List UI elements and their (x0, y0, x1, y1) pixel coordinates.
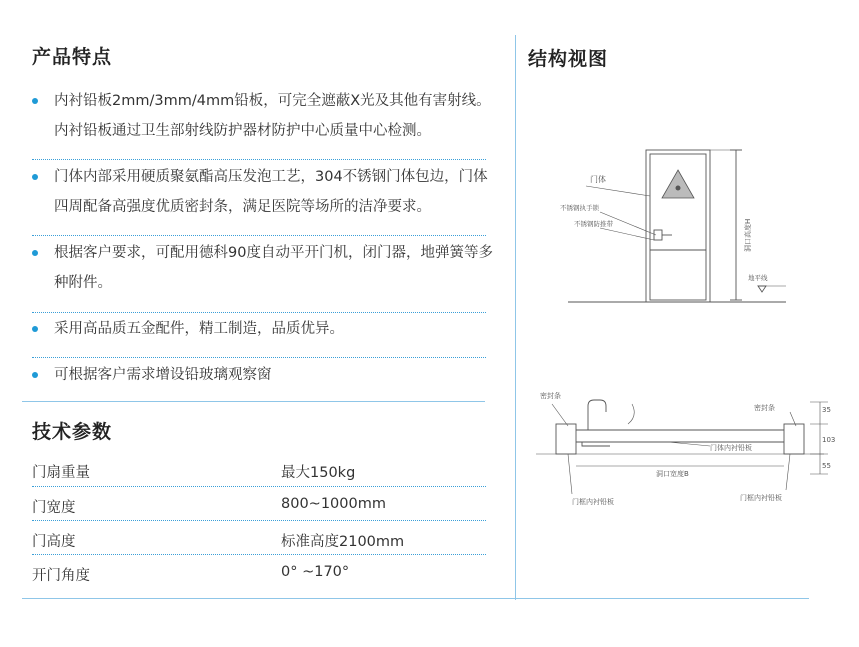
door-plan-drawing (528, 382, 834, 510)
structure-title: 结构视图 (528, 48, 609, 70)
frame-right (784, 424, 804, 454)
divider (32, 486, 486, 487)
spec-row-weight (32, 453, 486, 487)
divider (32, 312, 486, 313)
divider (32, 357, 486, 358)
divider (32, 554, 486, 555)
spec-value: 最大150kg (281, 465, 356, 481)
bullet-icon (32, 372, 38, 378)
frame-left-label: 门框内衬铅板 (572, 498, 614, 506)
spec-label: 门宽度 (32, 500, 76, 516)
spec-value: 0° ~170° (281, 564, 350, 580)
width-label: 洞口宽度B (656, 470, 689, 478)
floor-label: 地平线 (748, 274, 768, 282)
door-elevation-drawing (560, 140, 800, 310)
feature-item-1 (32, 86, 498, 146)
feature-item-5 (32, 360, 498, 390)
radiation-warning-icon (662, 170, 694, 198)
bullet-icon (32, 174, 38, 180)
divider (32, 159, 486, 160)
feature-list (32, 86, 498, 390)
bullet-icon (32, 98, 38, 104)
spec-value: 800~1000mm (281, 496, 386, 512)
handle-lock (654, 230, 662, 240)
bullet-icon (32, 250, 38, 256)
feature-text: 采用高品质五金配件，精工制造，品质优异。 (54, 321, 344, 337)
divider (32, 520, 486, 521)
floor-marker (758, 286, 766, 292)
door-label: 门体 (590, 175, 606, 184)
bullet-icon (32, 326, 38, 332)
dim-103: 103 (822, 436, 836, 444)
spec-row-height (32, 522, 486, 556)
specs-title: 技术参数 (32, 421, 113, 443)
feature-item-2 (32, 162, 498, 222)
height-label: 洞口高度H (744, 218, 752, 252)
dim-35: 35 (822, 406, 831, 414)
lead-liner-label: 门体内衬铅板 (710, 444, 752, 452)
feature-text: 可根据客户需求增设铅玻璃观察窗 (54, 367, 272, 383)
spec-label: 门扇重量 (32, 465, 90, 481)
feature-text: 根据客户要求，可配用德科90度自动平开门机，闭门器，地弹簧等多种附件。 (54, 245, 493, 291)
handle-label: 不锈钢执手锁 (560, 204, 599, 212)
feature-item-3 (32, 238, 498, 298)
frame-right-label: 门框内衬铅板 (740, 494, 782, 502)
seal-right-label: 密封条 (754, 404, 775, 412)
handle-outline (588, 400, 606, 430)
handle-lower (582, 442, 610, 446)
seal-left-label: 密封条 (540, 392, 561, 400)
column-separator (515, 35, 516, 600)
push-plate-label: 不锈钢防推带 (574, 220, 613, 228)
spec-value: 标准高度2100mm (281, 534, 405, 550)
section-divider (22, 401, 485, 402)
feature-item-4 (32, 314, 498, 344)
feature-text: 门体内部采用硬质聚氨酯高压发泡工艺，304不锈钢门体包边，门体四周配备高强度优质密封条，满足医院等场所的洁净要求。 (54, 169, 488, 215)
spec-row-angle (32, 556, 486, 590)
divider (32, 235, 486, 236)
features-title: 产品特点 (32, 46, 113, 68)
dim-55: 55 (822, 462, 831, 470)
feature-text: 内衬铅板2mm/3mm/4mm铅板，可完全遮蔽X光及其他有害射线。内衬铅板通过卫生部射线防护器材防护中心质量中心检测。 (54, 93, 491, 139)
frame-left (556, 424, 576, 454)
spec-label: 门高度 (32, 534, 76, 550)
spec-row-width (32, 488, 486, 522)
bottom-divider (22, 598, 809, 599)
spec-label: 开门角度 (32, 568, 90, 584)
